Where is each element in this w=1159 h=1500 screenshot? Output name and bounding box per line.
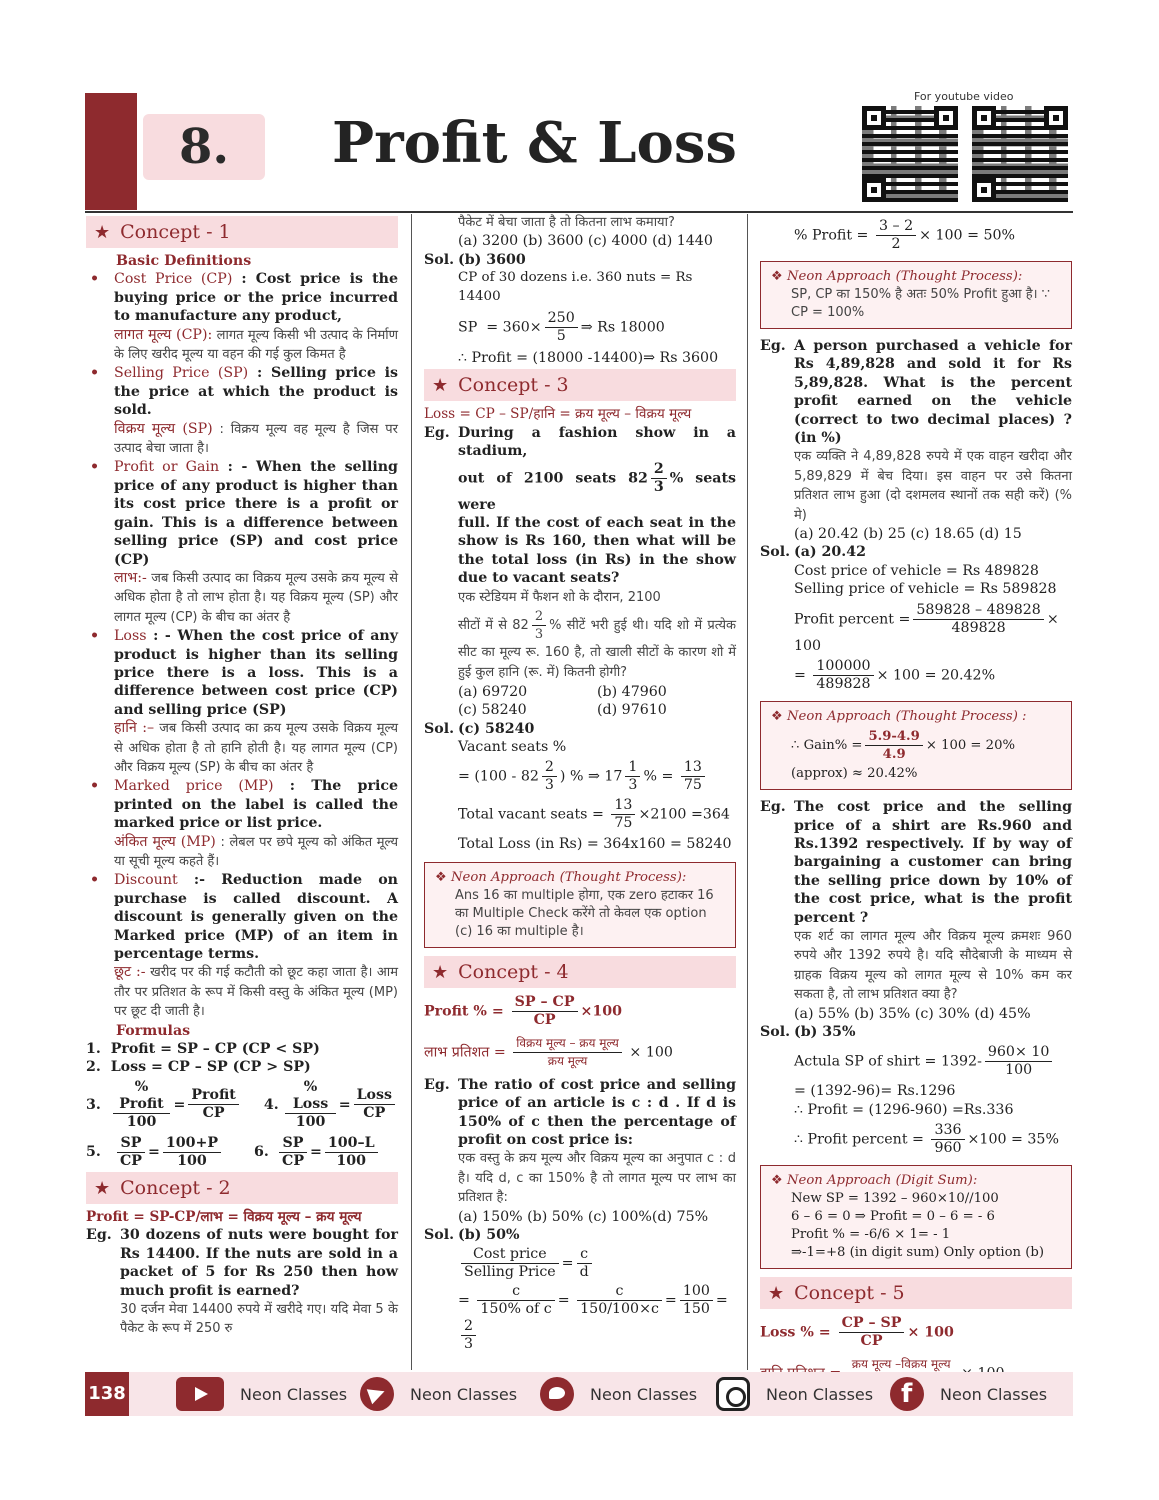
solution-nuts-sp: SP = 360× $\frac{250}{5}$ ⇒ Rs 18000 [458, 310, 665, 345]
solution-ratio: Sol. (b) 50% [424, 1226, 520, 1243]
concept-3-formula: Loss = CP – SP/हानि = क्रय मूल्य – विक्रय मूल्य [424, 406, 692, 423]
concept-5-formula: Loss % = $\frac{CP - SP}{CP}$ × 100 [760, 1315, 954, 1350]
column-3 [760, 214, 1072, 1395]
solution-shirt-profit: ∴ Profit percent = $\frac{336}{960}$ ×100 = 35% [794, 1122, 1059, 1157]
example-ratio-options: (a) 150% (b) 50% (c) 100%(d) 75% [458, 1208, 709, 1225]
concept-3-heading: ★ Concept - 3 [424, 369, 736, 401]
star-icon: ★ [768, 1283, 785, 1305]
example-shirt-options: (a) 55% (b) 35% (c) 30% (d) 45% [794, 1005, 1031, 1022]
example-nuts-cont: पैकेट में बेचा जाता है तो कितना लाभ कमाया? [458, 215, 675, 230]
example-shirt: Eg. The cost price and the selling price of a shirt are Rs.960 and Rs.1392 respectively. If by way of bargaining a customer can bring the selling price down by 10% of the cost price, what is the profit percent ? एक शर्ट का लागत मूल्य और विक्रय मूल्य क्रमशः 960 रुपये और 1392 रुपये है। यदि सौदेबाजी के माध्यम से ग्राहक विक्रय मूल्य को लागत मूल्य से 10% कम कर सकता है, तो लाभ प्रतिशत क्या है? [760, 799, 1072, 1003]
profit-percent-result: = $\frac{100000}{489828}$ × 100 = 20.42% [794, 658, 996, 693]
example-vehicle-options: (a) 20.42 (b) 25 (c) 18.65 (d) 15 [794, 526, 1022, 543]
profit-percent-calc: Profit percent = $\frac{589828 - 489828}{489828}$ × 100 [794, 601, 1059, 654]
actual-sp-calc: Actula SP of shirt = 1392- $\frac{960\times 10}{100}$ [760, 1044, 1072, 1079]
example-nuts: Eg. 30 dozens of nuts were bought for Rs 14400. If the nuts are sold in a packet of 5 for Rs 250 then how much profit is earned? 30 दर्जन मेवा 14400 रुपये में खरीदे गए। यदि मेवा 5 के पैकेट के रूप में 250 रु [86, 1227, 398, 1337]
neon-approach-box: ❖ Neon Approach (Thought Process): SP, CP का 150% है अतः 50% Profit हुआ है। ∵ CP = 100% [760, 261, 1072, 329]
example-vehicle: Eg. A person purchased a vehicle for Rs 4,89,828 and sold it for Rs 5,89,828. What is the percent profit earned on the vehicle (correct to two decimal places) ? (in %) एक व्यक्ति ने 4,89,828 रुपये में एक वाहन खरीदा और 5,89,829 में बेच दिया। इस वाहन पर उसे कितना प्रतिशत लाभ हुआ (दो दशमलव स्थानों तक सही करें) (% मे) [760, 338, 1072, 523]
youtube-link[interactable]: Neon Classes [176, 1376, 347, 1412]
column-2 [424, 214, 736, 1355]
example-stadium: Eg. During a fashion show in a stadium, out of 2100 seats 82 $\frac{2}{3}$ % seats were full. If the cost of each seat in the show is Rs 160, then what will be the total loss (in Rs) in the show due to vacant seats? [424, 424, 736, 587]
definition-profit: • Profit or Gain : - When the selling price of any product is higher than its cost price there is a profit or gain. This is a difference between selling price (SP) and cost price (CP) लाभ:- जब किसी उत्पाद का विक्रय मूल्य उसके क्रय मूल्य से अधिक होता है तो लाभ होता है। यह विक्रय मूल्य (SP) और लागत मूल्य (CP) के बीच का अंतर है [86, 458, 398, 627]
column-divider [747, 214, 748, 1370]
solution-nuts-profit: ∴ Profit = (18000 -14400)⇒ Rs 3600 [458, 350, 719, 367]
example-nuts-options: (a) 3200 (b) 3600 (c) 4000 (d) 1440 [458, 233, 713, 250]
concept-4-formula-hindi: लाभ प्रतिशत = $\frac{\text{विक्रय मूल्य – क्रय मूल्य}}{\text{क्रय मूल्य}}$ × 100 [424, 1035, 673, 1068]
concept-2-heading: ★ Concept - 2 [86, 1172, 398, 1204]
cost-of-vehicle: Cost price of vehicle = Rs 489828 [794, 562, 1039, 579]
solution-vehicle: Sol. (a) 20.42 [760, 544, 866, 561]
total-loss: Total Loss (in Rs) = 364x160 = 58240 [458, 836, 732, 853]
star-icon: ★ [94, 1177, 111, 1199]
concept-5-heading: ★ Concept - 5 [760, 1277, 1072, 1309]
solution-ratio-1: $\frac{\text{Cost price}}{\text{Selling Price}}$ = $\frac{c}{d}$ [424, 1246, 736, 1281]
formulas-heading: Formulas [116, 1022, 191, 1039]
youtube-label: For youtube video [914, 90, 1014, 103]
definition-loss: • Loss : - When the cost price of any product is higher than its selling price there is a loss. This is a difference between cost price (CP) and selling price (SP) हानि :– जब किसी उत्पाद का क्रय मूल्य उसके विक्रय मूल्य से अधिक होता है तो हानि होती है। यह लागत मूल्य (CP) और विक्रय मूल्य (SP) के बीच का अंतर है [86, 627, 398, 777]
definition-marked-price: • Marked price (MP) : The price printed on the label is called the marked price or list price. अंकित मूल्य (MP) : लेबल पर छपे मूल्य को अंकित मूल्य या सूची मूल्य कहते हैं। [86, 777, 398, 871]
chapter-color-bar [85, 93, 137, 210]
qr-code-icon[interactable] [862, 106, 958, 202]
formula-2: 2. Loss = CP – SP (CP > SP) [86, 1059, 311, 1076]
concept-2-formula: Profit = SP-CP/लाभ = विक्रय मूल्य – क्रय मूल्य [86, 1208, 362, 1225]
column-divider [411, 214, 412, 1370]
concept-5-formula-hindi: क्रय मूल्य –विक्रय मूल्य [760, 1356, 1072, 1391]
star-icon: ★ [432, 961, 449, 983]
solution-nuts-line: CP of 30 dozens i.e. 360 nuts = Rs 14400 [458, 270, 693, 304]
neon-approach-box: ❖ Neon Approach (Thought Process): Ans 16 का multiple होगा, एक zero हटाकर 16 का Multiple Check करेंगे तो केवल एक option (c) 16 का multiple है। [424, 862, 736, 948]
facebook-icon [890, 1377, 924, 1411]
total-vacant-calc: Total vacant seats = $\frac{13}{75}$ ×2100 =364 [458, 797, 730, 832]
column-1 [86, 214, 398, 1339]
basic-definitions-heading: Basic Definitions [116, 253, 252, 269]
twitter-link[interactable]: Neon Classes [540, 1376, 697, 1412]
neon-approach-box: ❖ Neon Approach (Thought Process) : ∴ Gain% = $\frac{5.9-4.9}{4.9}$ × 100 = 20% (approx) ≈ 20.42% [760, 701, 1072, 790]
page-title: Profit & Loss [332, 110, 737, 176]
solution-shirt-line2: = (1392-96)= Rs.1296 [794, 1083, 956, 1100]
example-stadium-options: (a) 69720 (b) 47960 (c) 58240 (d) 97610 [458, 683, 667, 719]
instagram-link[interactable]: Neon Classes [716, 1376, 873, 1412]
solution-stadium: Sol. (c) 58240 [424, 720, 535, 737]
page-number: 138 [85, 1372, 129, 1416]
telegram-link[interactable]: Neon Classes [360, 1376, 517, 1412]
vacant-seats-calc: = (100 - 82 $\frac{2}{3}$ ) % ⇒ 17 $\frac{1}{3}$ % = $\frac{13}{75}$ [424, 759, 736, 794]
chapter-number: 8. [143, 114, 265, 180]
solution-shirt: Sol. (b) 35% [760, 1023, 856, 1040]
example-stadium-hindi: एक स्टेडियम में फैशन शो के दौरान, 2100 सीटों में से 82 $\frac{2}{3}$ % सीटें भरी हुई थी। यदि शो में प्रत्येक सीट का मूल्य रू. 160 है, तो खाली सीटों के कारण शो में हुई कुल हानि (रू. में) कितनी होगी? [458, 589, 737, 680]
profit-calc: % Profit = $\frac{3 - 2}{2}$ × 100 = 50% [794, 218, 1016, 252]
definition-discount: • Discount :- Reduction made on purchase is called discount. A discount is generally given on the Marked price (MP) of an item in percentage terms. छूट :- खरीद पर की गई कटौती को छूट कहा जाता है। आम तौर पर प्रतिशत के रूप में किसी वस्तु के अंकित मूल्य (MP) पर छूट दी जाती है। [86, 871, 398, 1021]
qr-code-icon[interactable] [972, 106, 1068, 202]
star-icon: ★ [432, 375, 449, 397]
facebook-link[interactable]: f Neon Classes [890, 1376, 1047, 1412]
concept-4-formula: Profit % = $\frac{SP - CP}{CP}$ ×100 [424, 993, 623, 1028]
example-ratio: Eg. The ratio of cost price and selling price of an article is c : d . If d is 150% of c then the percentage of profit on cost price is: एक वस्तु के क्रय मूल्य और विक्रय मूल्य का अनुपात c : d है। यदि d, c का 150% है तो लागत मूल्य पर लाभ का प्रतिशत है: [424, 1076, 736, 1206]
formula-3-4: 3. $\frac{\text{\% Profit}}{100}$ = $\frac{\text{Profit}}{CP}$ 4. $\frac{\text{\% Loss}}{100}$ = $\frac{\text{Loss}}{CP}$ [86, 1079, 398, 1131]
youtube-icon [176, 1377, 224, 1411]
twitter-icon [540, 1377, 574, 1411]
instagram-icon [716, 1377, 750, 1411]
solution-nuts: Sol. (b) 3600 [424, 251, 526, 268]
sp-of-vehicle: Selling price of vehicle = Rs 589828 [794, 581, 1057, 598]
star-icon: ★ [94, 222, 111, 243]
concept-4-heading: ★ Concept - 4 [424, 956, 736, 988]
definition-selling-price: • Selling Price (SP) : Selling price is the price at which the product is sold. विक्रय मूल्य (SP) : विक्रय मूल्य वह मूल्य है जिस पर उत्पाद बेचा जाता है। [86, 364, 398, 458]
solution-ratio-2: = $\frac{c}{\text{150\% of c}}$ = $\frac{c}{150/100\times c}$ = $\frac{100}{150}$ = $\frac{2}{3}$ [458, 1283, 728, 1353]
concept-1-heading: ★ Concept - 1 [86, 216, 398, 248]
formula-5-6: 5. $\frac{SP}{CP}$ = $\frac{100+P}{100}$ 6. $\frac{SP}{CP}$ = $\frac{100-L}{100}$ [86, 1135, 398, 1170]
solution-shirt-line3: ∴ Profit = (1296-960) =Rs.336 [794, 1101, 1014, 1118]
vacant-seats-label: Vacant seats % [458, 738, 567, 755]
definition-cost-price: • Cost Price (CP) : Cost price is the buying price or the price incurred to manufacture any product, लागत मूल्य (CP): लागत मूल्य किसी भी उत्पाद के निर्माण के लिए खरीद मूल्य या वहन की गई कुल किमत है [86, 270, 398, 364]
neon-approach-box: ❖ Neon Approach (Digit Sum): New SP = 1392 – 960×10//100 6 – 6 = 0 ⇒ Profit = 0 – 6 = - 6 Profit % = -6/6 × 1= - 1 ⇒-1=+8 (in digit sum) Only option (b) [760, 1165, 1072, 1269]
formula-1: 1. Profit = SP – CP (CP < SP) [86, 1041, 320, 1058]
telegram-icon [360, 1377, 394, 1411]
header-divider [85, 211, 1073, 213]
